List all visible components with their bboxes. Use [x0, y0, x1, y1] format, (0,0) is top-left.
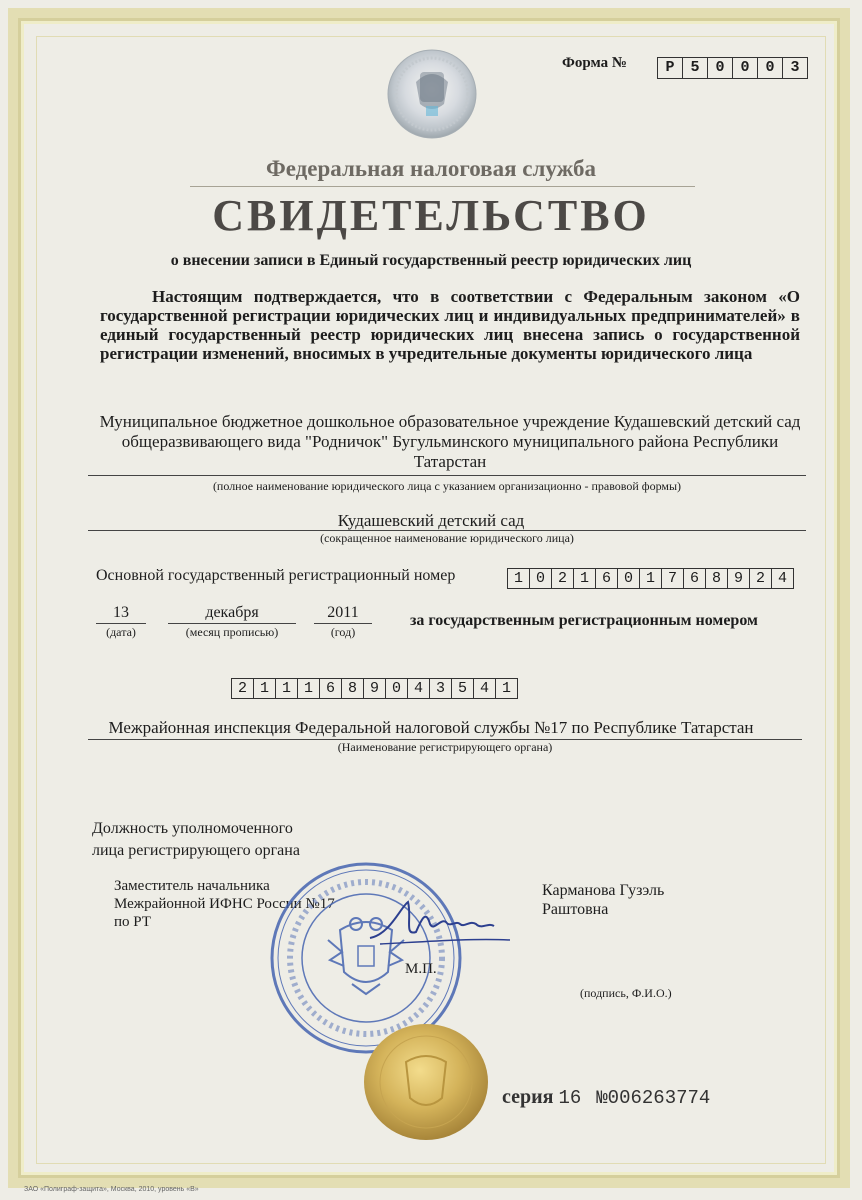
gold-seal-icon — [362, 1022, 490, 1142]
form-code-cell: Р — [658, 58, 683, 78]
reg-digit: 8 — [342, 679, 364, 698]
date-day-caption: (дата) — [106, 625, 136, 639]
ogrn-digit: 0 — [618, 569, 640, 588]
date-year-caption: (год) — [330, 625, 356, 639]
date-year-underline — [314, 623, 372, 624]
org-short-name: Кудашевский детский сад — [337, 511, 525, 530]
deputy-line: Межрайонной ИФНС России №17 — [114, 896, 335, 912]
ogrn-digit: 2 — [750, 569, 772, 588]
org-full-underline — [88, 475, 806, 476]
ogrn-digit: 1 — [574, 569, 596, 588]
reg-digit: 9 — [364, 679, 386, 698]
date-month: декабря — [205, 604, 259, 621]
ogrn-digit: 6 — [684, 569, 706, 588]
reg-digit: 5 — [452, 679, 474, 698]
date-month-underline — [168, 623, 296, 624]
ogrn-digit: 8 — [706, 569, 728, 588]
registering-authority: Межрайонная инспекция Федеральной налоговой службы №17 по Республике Татарстан — [108, 718, 754, 737]
position-title-line: лица регистрирующего органа — [92, 842, 300, 859]
position-title-line: Должность уполномоченного — [92, 820, 293, 837]
signer-line: Раштовна — [542, 901, 609, 918]
date-day-underline — [96, 623, 146, 624]
reg-digit: 6 — [320, 679, 342, 698]
ogrn-digit: 1 — [640, 569, 662, 588]
series-number — [502, 1086, 710, 1109]
ogrn-cells — [507, 568, 794, 589]
signer-name — [542, 881, 664, 919]
form-code-cell: 0 — [733, 58, 758, 78]
series-value: 16 — [558, 1087, 582, 1109]
form-label: Форма № — [562, 55, 627, 71]
document-title: СВИДЕТЕЛЬСТВО — [212, 191, 650, 240]
form-code-cell: 0 — [758, 58, 783, 78]
printer-imprint: ЗАО «Полиграф-защита», Москва, 2010, уровень «В» — [24, 1186, 199, 1193]
form-code-cell: 5 — [683, 58, 708, 78]
ogrn-label: Основной государственный регистрационный номер — [96, 567, 456, 584]
ogrn-digit: 2 — [552, 569, 574, 588]
form-code-cell: 3 — [790, 59, 800, 76]
org-full-caption: (полное наименование юридического лица с указанием организационно - правовой формы) — [212, 479, 682, 493]
signature-caption: (подпись, Ф.И.О.) — [580, 986, 672, 1000]
date-month-caption: (месяц прописью) — [185, 625, 279, 639]
agency-name: Федеральная налоговая служба — [266, 156, 596, 181]
ogrn-digit: 7 — [662, 569, 684, 588]
authority-caption: (Наименование регистрирующего органа) — [337, 740, 553, 754]
ogrn-digit: 1 — [508, 569, 530, 588]
form-code-cell: 0 — [708, 58, 733, 78]
document-subtitle: о внесении записи в Единый государственный реестр юридических лиц — [170, 252, 692, 269]
document-number: №006263774 — [596, 1087, 711, 1109]
reg-number-label: за государственным регистрационным номером — [410, 612, 758, 629]
date-year: 2011 — [327, 604, 359, 621]
deputy-line: по РТ — [114, 914, 151, 930]
deputy-line: Заместитель начальника — [114, 878, 270, 894]
org-full-name: Муниципальное бюджетное дошкольное образовательное учреждение Кудашевский детский сад общеразвивающего вида "Родничок" Бугульминского муниципального района Республики Татарстан — [99, 412, 801, 471]
reg-digit: 1 — [276, 679, 298, 698]
reg-digit: 1 — [298, 679, 320, 698]
agency-underline — [190, 186, 695, 187]
reg-digit: 2 — [232, 679, 254, 698]
ogrn-digit: 4 — [777, 570, 787, 587]
reg-digit: 4 — [408, 679, 430, 698]
reg-digit: 0 — [386, 679, 408, 698]
seal-place-label: М.П. — [405, 961, 437, 977]
reg-digit: 1 — [254, 679, 276, 698]
org-short-caption: (сокращенное наименование юридического лица) — [320, 531, 574, 545]
form-code-boxes — [657, 57, 808, 79]
reg-digit: 3 — [430, 679, 452, 698]
signer-line: Карманова Гузэль — [542, 882, 665, 899]
confirmation-text: Настоящим подтверждается, что в соответствии с Федеральным законом «О государственной регистрации юридических лиц и индивидуальных предпринимателей» в единый государственный реестр юридических лиц внесена запись о государственной регистрации изменений, вносимых в учредительные документы юридического лица — [100, 287, 800, 363]
reg-digit: 1 — [501, 680, 511, 697]
ogrn-digit: 0 — [530, 569, 552, 588]
position-title — [92, 818, 300, 862]
ogrn-digit: 6 — [596, 569, 618, 588]
ogrn-digit: 9 — [728, 569, 750, 588]
series-label: серия — [502, 1086, 554, 1108]
reg-digit: 4 — [474, 679, 496, 698]
handwritten-signature — [360, 888, 520, 958]
hologram-emblem-icon — [386, 48, 478, 140]
reg-number-cells — [231, 678, 518, 699]
date-day: 13 — [113, 604, 129, 621]
